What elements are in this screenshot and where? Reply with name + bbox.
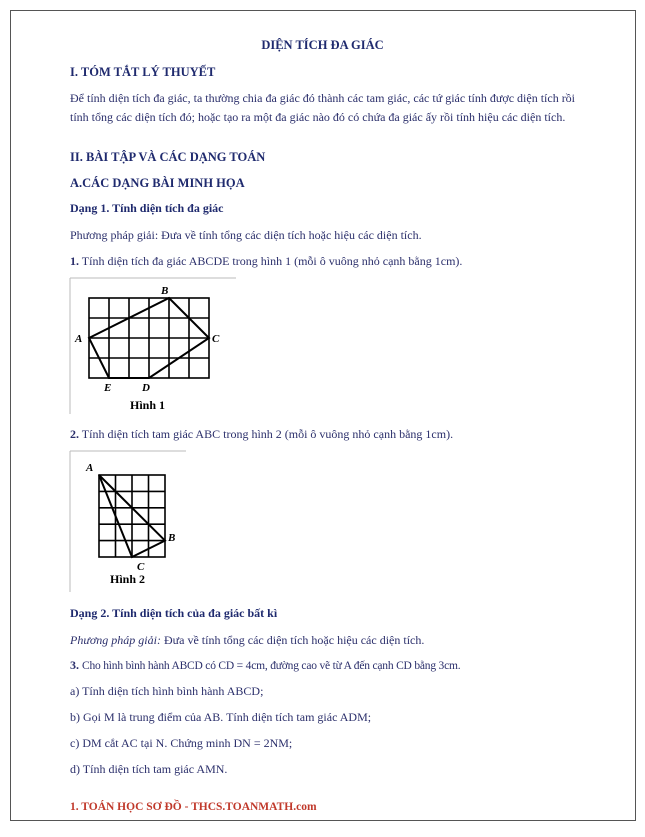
problem3-c: c) DM cắt AC tại N. Chứng minh DN = 2NM; — [70, 736, 293, 750]
fig2-label-A: A — [86, 462, 94, 474]
problem3-b: b) Gọi M là trung điểm của AB. Tính diện tích tam giác ADM; — [70, 710, 372, 724]
problem2-number: 2. — [70, 427, 79, 441]
problem2-text: Tính diện tích tam giác ABC trong hình 2 (mỗi ô vuông nhỏ cạnh bằng 1cm). — [81, 427, 454, 441]
figure1-grid — [89, 298, 209, 378]
fig2-label-B: B — [168, 532, 176, 544]
problem3 — [70, 658, 460, 674]
fig1-label-D: D — [142, 382, 150, 394]
page-title: DIỆN TÍCH ĐA GIÁC — [261, 38, 384, 52]
problem3-a: a) Tính diện tích hình bình hành ABCD; — [70, 684, 264, 698]
dang1-heading: Dạng 1. Tính diện tích đa giác — [70, 201, 224, 215]
problem1 — [70, 254, 462, 269]
problem1-number: 1. — [70, 254, 79, 268]
problem1-text: Tính diện tích đa giác ABCDE trong hình 1 (mỗi ô vuông nhỏ cạnh bằng 1cm). — [81, 254, 463, 268]
section1-heading: I. TÓM TẮT LÝ THUYẾT — [70, 65, 216, 79]
problem3-text: Cho hình bình hành ABCD có CD = 4cm, đường cao vẽ từ A đến cạnh CD bằng 3cm. — [82, 660, 461, 672]
figure2 — [68, 449, 188, 594]
fig1-label-B: B — [161, 285, 169, 297]
fig1-label-A: A — [75, 333, 83, 345]
fig1-label-E: E — [104, 382, 112, 394]
section2-subheading: A.CÁC DẠNG BÀI MINH HỌA — [70, 176, 245, 190]
dang2-method — [70, 633, 424, 648]
problem3-d: d) Tính diện tích tam giác AMN. — [70, 762, 228, 776]
figure1-caption: Hình 1 — [130, 398, 166, 412]
section1-paragraph: Để tính diện tích đa giác, ta thường chia đa giác đó thành các tam giác, các tứ giác tính được diện tích rồi tính tổng các diện tích đó; hoặc tạo ra một đa giác nào đó có chứa đa giác ấy rồi tính hiệu các diện tích. — [70, 91, 576, 124]
dang1-method: Phương pháp giải: Đưa về tính tổng các diện tích hoặc hiệu các diện tích. — [70, 228, 422, 242]
figure2-caption: Hình 2 — [110, 572, 146, 586]
dang2-heading: Dạng 2. Tính diện tích của đa giác bất kì — [70, 606, 278, 620]
section2-heading: II. BÀI TẬP VÀ CÁC DẠNG TOÁN — [70, 150, 266, 164]
figure1 — [68, 276, 238, 416]
fig1-label-C: C — [212, 333, 220, 345]
footer: 1. TOÁN HỌC SƠ ĐỒ - THCS.TOANMATH.com — [70, 801, 317, 813]
dang2-method-text: Đưa về tính tổng các diện tích hoặc hiệu các diện tích. — [160, 633, 425, 647]
dang2-method-label: Phương pháp giải: — [70, 633, 161, 647]
fig2-label-C: C — [137, 561, 145, 573]
problem2 — [70, 427, 453, 442]
problem3-number: 3. — [70, 658, 79, 672]
